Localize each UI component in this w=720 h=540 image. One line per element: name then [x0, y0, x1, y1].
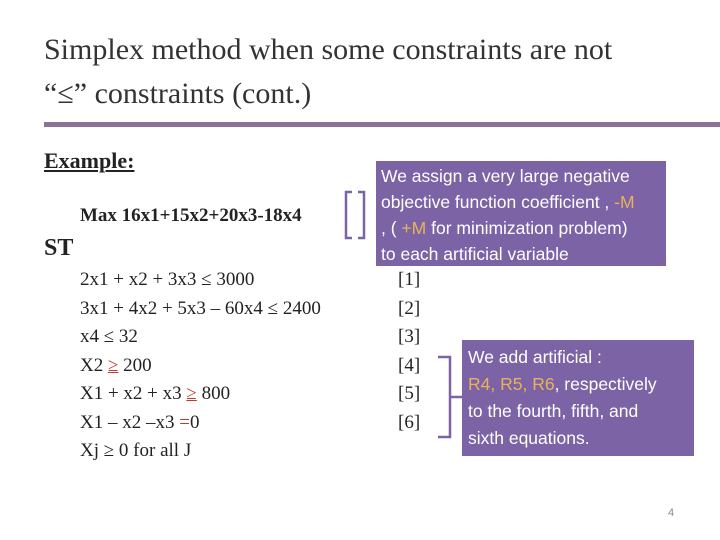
page-number: 4 [668, 507, 675, 519]
big-m-line3-post: for minimization problem) [426, 218, 628, 238]
constraint-5-lhs: X1 + x2 + x3 [80, 383, 187, 404]
constraint-6-rhs: 0 [189, 411, 200, 433]
constraint-2: 3x1 + 4x2 + 5x3 – 60x4 ≤ 2400 [80, 297, 321, 319]
big-m-line4: to each artificial variable [381, 244, 569, 264]
artificial-bracket [438, 357, 462, 437]
objective-function: Max 16x1+15x2+20x3-18x4 [80, 205, 302, 226]
big-m-line3-pre: , ( [381, 218, 402, 238]
tag-5: [5] [398, 383, 421, 404]
constraint-1: 2x1 + x2 + 3x3 ≤ 3000 [80, 269, 255, 290]
tag-3: [3] [398, 326, 421, 347]
example-label: Example: [44, 148, 135, 173]
tag-4: [4] [398, 354, 421, 376]
tag-1: [1] [398, 269, 421, 290]
artificial-line2-post: , respectively [554, 374, 657, 394]
big-m-minus-m: -M [614, 192, 635, 212]
constraint-nonnegativity: Xj ≥ 0 for all J [80, 440, 192, 461]
objective-bracket-left [346, 192, 352, 238]
constraint-5-rhs: 800 [196, 383, 231, 404]
slide-title-line2: “≤” constraints (cont.) [44, 77, 312, 110]
constraint-5-symbol: ≥ [186, 383, 197, 404]
subject-to-label: ST [44, 235, 74, 261]
constraint-4-lhs: X2 [80, 354, 108, 376]
big-m-plus-m: +M [401, 218, 427, 238]
artificial-line3: to the fourth, fifth, and [468, 401, 639, 421]
constraint-6-lhs: X1 – x2 –x3 [80, 411, 180, 433]
artificial-vars: R4, R5, R6 [468, 374, 555, 394]
big-m-line1: We assign a very large negative [381, 166, 630, 186]
constraint-4-rhs: 200 [118, 354, 152, 376]
big-m-line2-text: objective function coefficient , [381, 192, 615, 212]
slide-title-line1: Simplex method when some constraints are not [44, 33, 613, 66]
tag-6: [6] [398, 411, 421, 433]
tag-2: [2] [398, 297, 421, 319]
constraint-3: x4 ≤ 32 [80, 326, 138, 347]
constraint-4-symbol: ≥ [107, 354, 119, 376]
artificial-line1: We add artificial : [468, 347, 602, 367]
constraint-6-symbol: = [179, 411, 190, 433]
artificial-line4: sixth equations. [468, 428, 590, 448]
objective-bracket-right [358, 192, 364, 238]
